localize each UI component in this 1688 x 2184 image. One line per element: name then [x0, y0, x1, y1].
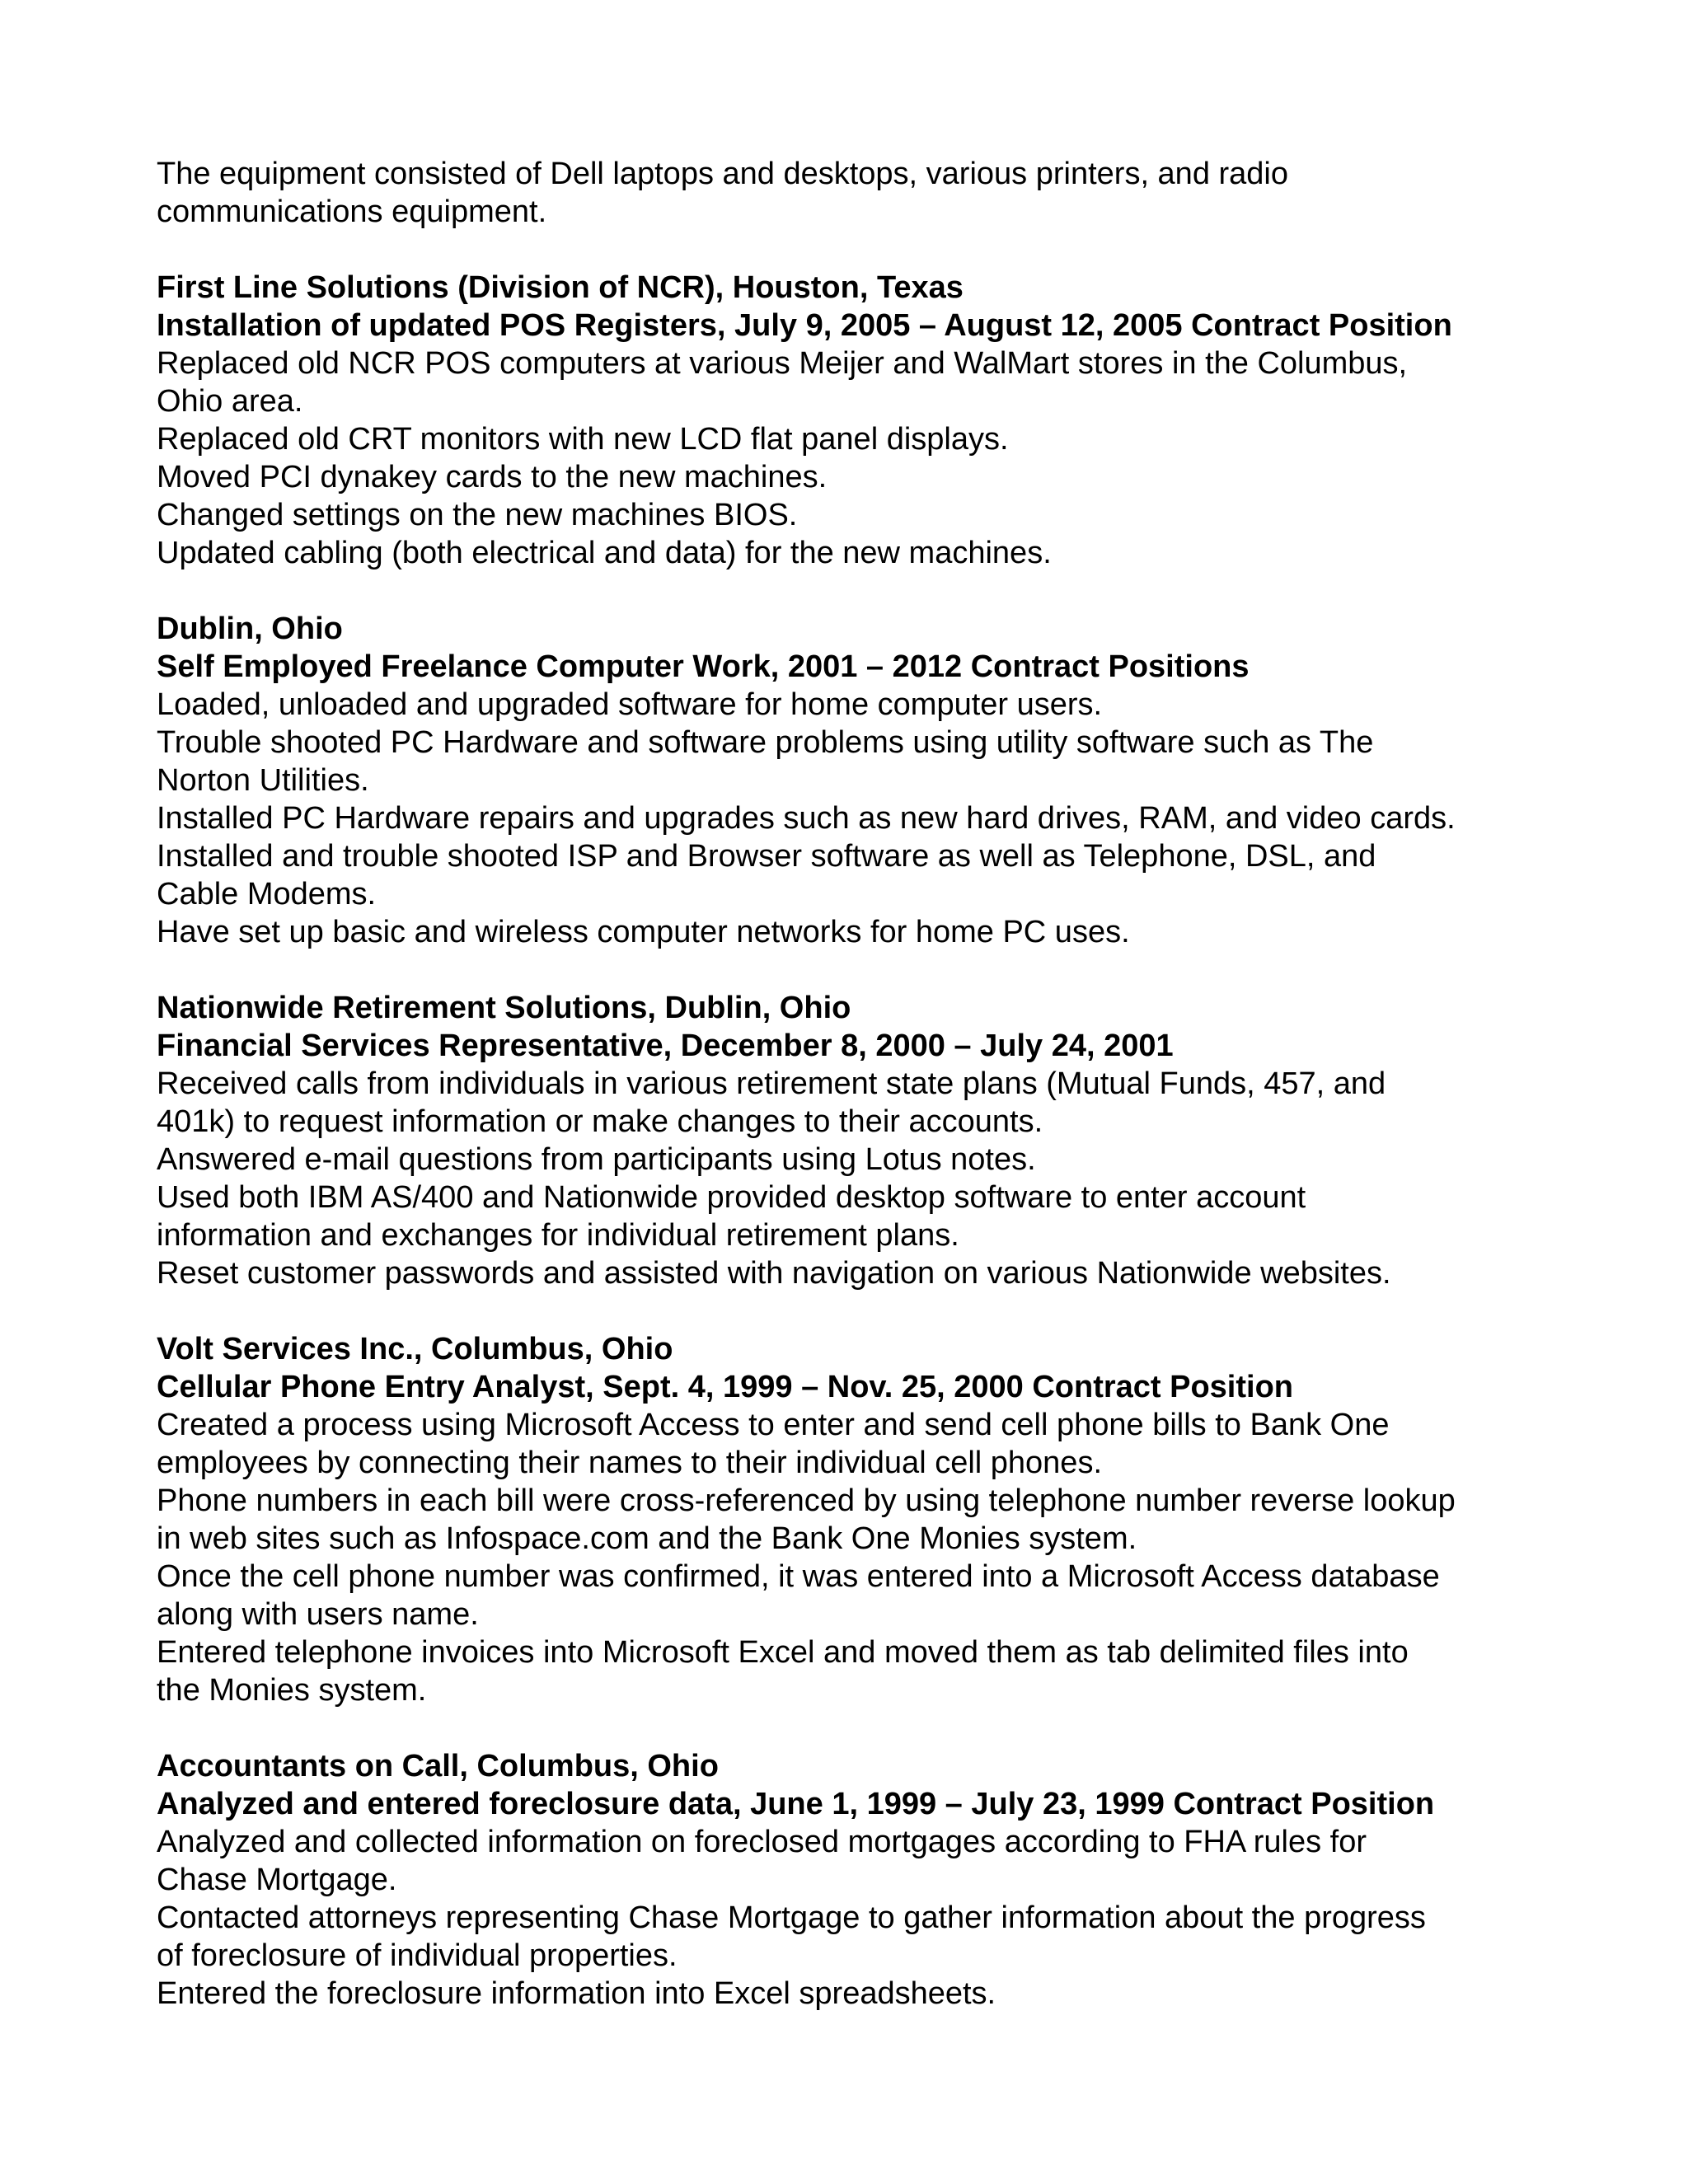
duty-line: Trouble shooted PC Hardware and software problems using utility software such as The	[157, 725, 1374, 760]
duty-line: Loaded, unloaded and upgraded software for home computer users.	[157, 687, 1103, 722]
intro-line: The equipment consisted of Dell laptops and desktops, various printers, and radio	[157, 157, 1289, 191]
duty-line: Contacted attorneys representing Chase Mortgage to gather information about the progress	[157, 1900, 1426, 1935]
duty-line: Analyzed and collected information on foreclosed mortgages according to FHA rules for	[157, 1825, 1367, 1859]
duty-line: employees by connecting their names to their individual cell phones.	[157, 1446, 1102, 1480]
duty-line: Answered e-mail questions from participants using Lotus notes.	[157, 1142, 1036, 1177]
duty-line: Once the cell phone number was confirmed, it was entered into a Microsoft Access database	[157, 1559, 1440, 1594]
intro-paragraph	[157, 155, 1558, 231]
employer-heading: Dublin, Ohio	[157, 612, 343, 646]
duty-line: Norton Utilities.	[157, 763, 369, 798]
job-section-accountants-on-call	[157, 1747, 1558, 2013]
duty-line: Phone numbers in each bill were cross-referenced by using telephone number reverse lookup	[157, 1483, 1456, 1518]
duty-line: Chase Mortgage.	[157, 1863, 397, 1897]
duty-line: Installed PC Hardware repairs and upgrades such as new hard drives, RAM, and video cards.	[157, 801, 1456, 836]
duty-line: information and exchanges for individual retirement plans.	[157, 1218, 959, 1253]
duty-line: of foreclosure of individual properties.	[157, 1938, 678, 1973]
duty-line: Replaced old NCR POS computers at various Meijer and WalMart stores in the Columbus,	[157, 346, 1408, 381]
job-section-volt-services	[157, 1330, 1558, 1709]
duty-line: Replaced old CRT monitors with new LCD flat panel displays.	[157, 422, 1009, 457]
duty-line: along with users name.	[157, 1597, 479, 1632]
duty-line: Moved PCI dynakey cards to the new machines.	[157, 460, 828, 494]
duty-line: Reset customer passwords and assisted with navigation on various Nationwide websites.	[157, 1256, 1391, 1291]
job-section-freelance	[157, 610, 1558, 951]
duty-line: Have set up basic and wireless computer networks for home PC uses.	[157, 915, 1130, 949]
resume-page	[157, 155, 1558, 2013]
duty-line: Entered telephone invoices into Microsoft Excel and moved them as tab delimited files into	[157, 1635, 1409, 1670]
duty-line: Cable Modems.	[157, 877, 377, 912]
job-section-first-line-solutions	[157, 269, 1558, 572]
position-heading: Self Employed Freelance Computer Work, 2001 – 2012 Contract Positions	[157, 649, 1250, 684]
position-heading: Financial Services Representative, December 8, 2000 – July 24, 2001	[157, 1029, 1174, 1063]
position-heading: Installation of updated POS Registers, July 9, 2005 – August 12, 2005 Contract Position	[157, 308, 1452, 343]
duty-line: Changed settings on the new machines BIOS.	[157, 498, 798, 532]
intro-line: communications equipment.	[157, 194, 547, 229]
employer-heading: Volt Services Inc., Columbus, Ohio	[157, 1332, 673, 1366]
duty-line: Ohio area.	[157, 384, 303, 419]
duty-line: Used both IBM AS/400 and Nationwide provided desktop software to enter account	[157, 1180, 1306, 1215]
duty-line: Entered the foreclosure information into Excel spreadsheets.	[157, 1976, 996, 2011]
employer-heading: Accountants on Call, Columbus, Ohio	[157, 1749, 719, 1783]
employer-heading: First Line Solutions (Division of NCR), Houston, Texas	[157, 270, 964, 305]
duty-line: Installed and trouble shooted ISP and Browser software as well as Telephone, DSL, and	[157, 839, 1376, 874]
duty-line: Updated cabling (both electrical and data) for the new machines.	[157, 536, 1052, 570]
position-heading: Cellular Phone Entry Analyst, Sept. 4, 1999 – Nov. 25, 2000 Contract Position	[157, 1370, 1294, 1404]
job-section-nationwide	[157, 989, 1558, 1292]
duty-line: in web sites such as Infospace.com and the Bank One Monies system.	[157, 1521, 1137, 1556]
duty-line: Received calls from individuals in various retirement state plans (Mutual Funds, 457, and	[157, 1066, 1386, 1101]
duty-line: Created a process using Microsoft Access to enter and send cell phone bills to Bank One	[157, 1408, 1390, 1442]
position-heading: Analyzed and entered foreclosure data, June 1, 1999 – July 23, 1999 Contract Position	[157, 1787, 1435, 1821]
duty-line: the Monies system.	[157, 1673, 427, 1708]
duty-line: 401k) to request information or make changes to their accounts.	[157, 1104, 1043, 1139]
employer-heading: Nationwide Retirement Solutions, Dublin, Ohio	[157, 991, 851, 1025]
